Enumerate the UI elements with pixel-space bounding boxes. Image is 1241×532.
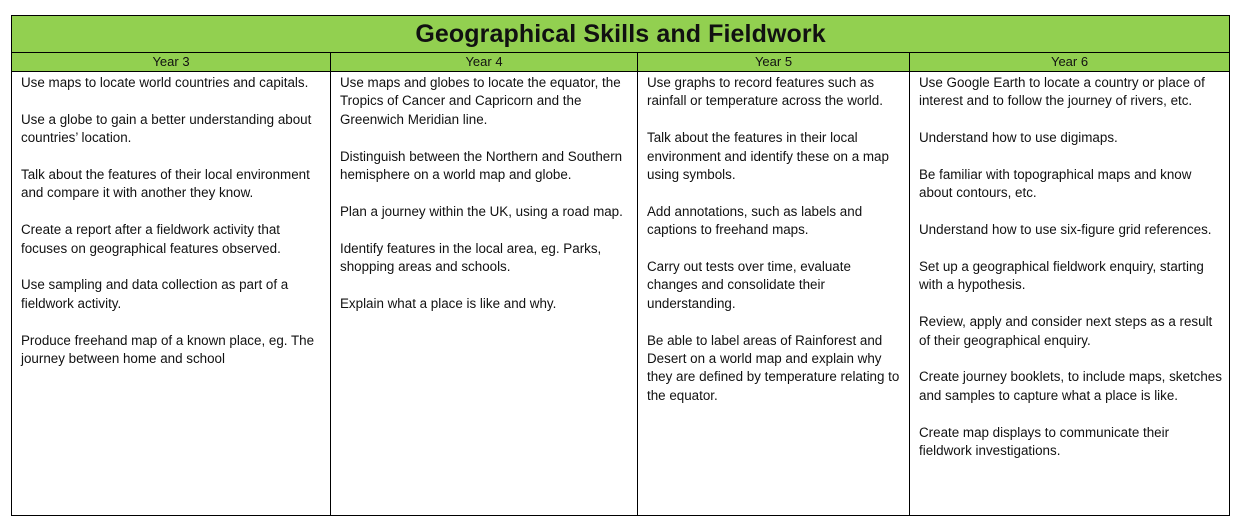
year-6-item: Create map displays to communicate their fieldwork investigations. <box>919 424 1170 459</box>
year-3-item: Produce freehand map of a known place, eg. The journey between home and school <box>21 332 315 367</box>
year-3-item: Use sampling and data collection as part of a fieldwork activity. <box>21 277 289 311</box>
skills-table <box>11 15 1230 516</box>
year-5-item: Talk about the features in their local environment and identify these on a map using symbols. <box>647 130 889 183</box>
year-5-header: Year 5 <box>638 53 910 72</box>
year-6-item: Be familiar with topographical maps and know about contours, etc. <box>919 167 1192 201</box>
year-header-row <box>12 53 1230 72</box>
year-4-item: Use maps and globes to locate the equator, the Tropics of Cancer and Capricorn and the Greenwich Meridian line. <box>340 75 621 127</box>
year-3-item: Talk about the features of their local environment and compare it with another they know. <box>21 167 310 201</box>
year-6-header: Year 6 <box>910 53 1230 72</box>
year-3-cell <box>12 72 331 516</box>
year-6-item: Set up a geographical fieldwork enquiry, starting with a hypothesis. <box>919 259 1204 293</box>
year-4-cell <box>331 72 638 516</box>
year-5-item: Use graphs to record features such as rainfall or temperature across the world. <box>647 75 883 109</box>
year-6-item: Review, apply and consider next steps as a result of their geographical enquiry. <box>919 314 1213 348</box>
year-6-item: Use Google Earth to locate a country or place of interest and to follow the journey of rivers, etc. <box>919 75 1205 109</box>
year-6-cell <box>910 72 1230 516</box>
year-4-item: Plan a journey within the UK, using a road map. <box>340 203 623 219</box>
year-5-item: Add annotations, such as labels and captions to freehand maps. <box>647 203 863 238</box>
year-3-header: Year 3 <box>12 53 331 72</box>
year-5-cell <box>638 72 910 516</box>
year-3-item: Use maps to locate world countries and capitals. <box>21 75 309 90</box>
year-6-item: Understand how to use digimaps. <box>919 130 1118 146</box>
year-4-item: Identify features in the local area, eg. Parks, shopping areas and schools. <box>340 240 602 275</box>
title-row <box>12 16 1230 53</box>
year-4-item: Explain what a place is like and why. <box>340 295 557 311</box>
year-6-item: Understand how to use six-figure grid references. <box>919 222 1212 238</box>
year-4-item: Distinguish between the Northern and Southern hemisphere on a world map and globe. <box>340 148 623 183</box>
year-5-item: Be able to label areas of Rainforest and Desert on a world map and explain why they are defined by temperature relating to the equator. <box>647 332 900 403</box>
content-row <box>12 72 1230 516</box>
year-3-item: Create a report after a fieldwork activity that focuses on geographical features observed. <box>21 222 281 256</box>
year-4-header: Year 4 <box>331 53 638 72</box>
year-5-item: Carry out tests over time, evaluate changes and consolidate their understanding. <box>647 259 851 311</box>
year-6-item: Create journey booklets, to include maps, sketches and samples to capture what a place is like. <box>919 369 1222 403</box>
year-3-item: Use a globe to gain a better understanding about countries’ location. <box>21 111 312 146</box>
table-title: Geographical Skills and Fieldwork <box>12 16 1230 53</box>
